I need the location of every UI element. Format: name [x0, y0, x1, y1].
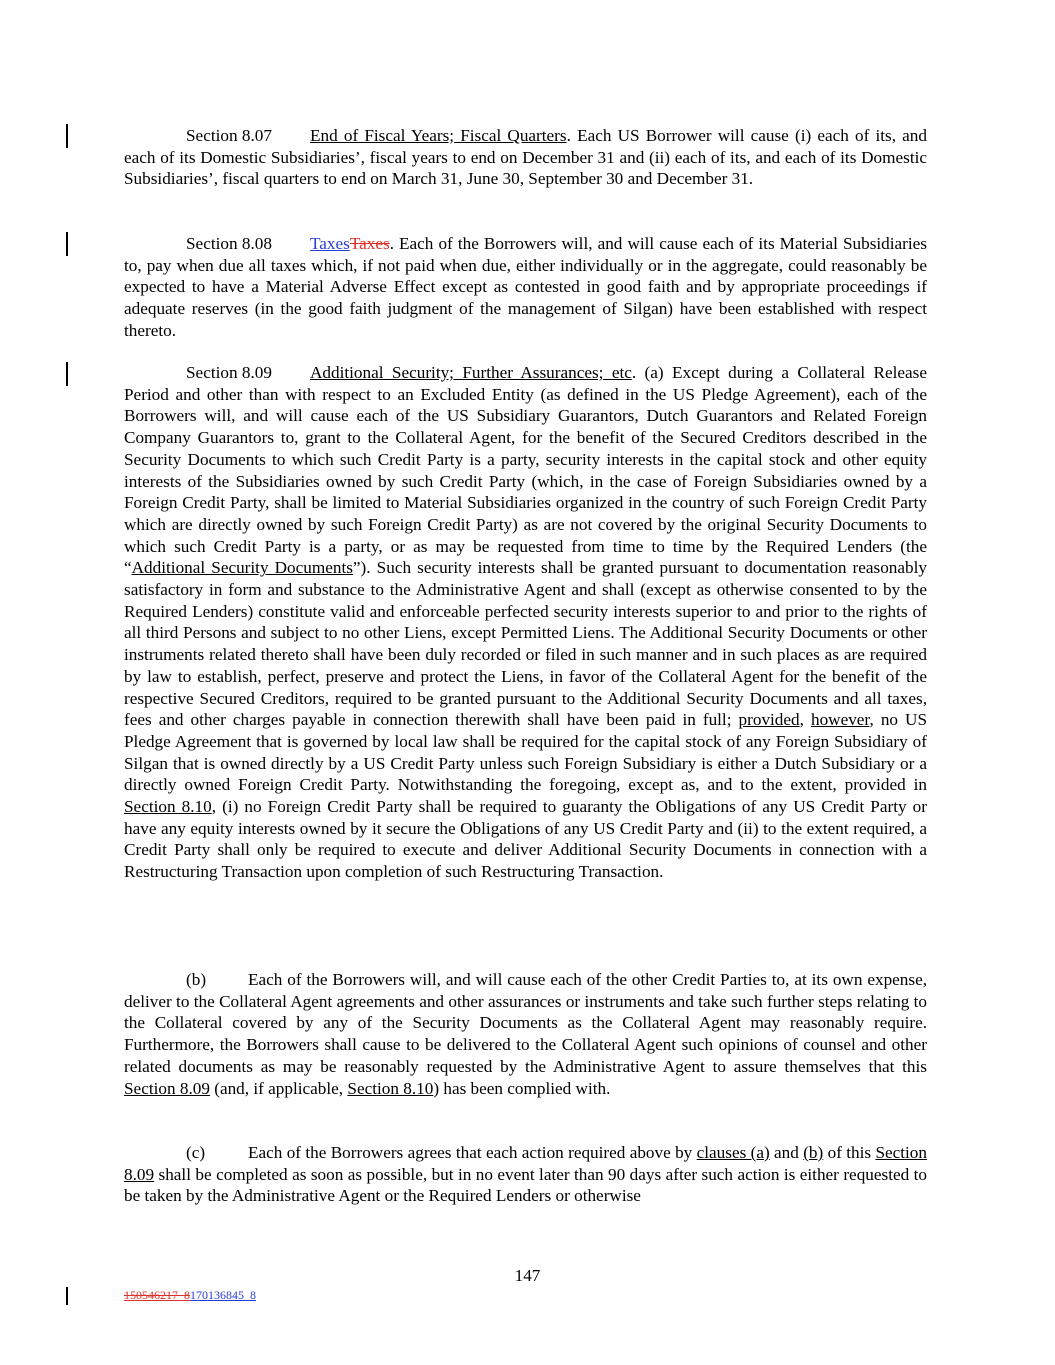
section-8-09-paragraph-c: [124, 1142, 927, 1207]
text-run: of this: [823, 1143, 876, 1162]
section-title: End of Fiscal Years; Fiscal Quarters: [310, 126, 567, 145]
section-8-09-paragraph-a: [124, 362, 927, 883]
text-run: , (i) no Foreign Credit Party shall be required to guaranty the Obligations of any US Credit Party or have any equity interests owned by it secure the Obligations of any US Credit Party and (ii) to the extent required, a Credit Party shall only be required to execute and deliver Additional Security Documents in connection with a Restructuring Transaction upon completion of such Restructuring Transaction.: [124, 797, 927, 882]
deleted-doc-id: 150546217_8: [124, 1288, 190, 1302]
change-bar-footer: [66, 1287, 68, 1305]
provided-term: provided: [738, 710, 800, 730]
defined-term-link: Additional Security Documents: [131, 558, 353, 578]
deleted-title: Taxes: [349, 234, 390, 253]
text-run: Each of the Borrowers agrees that each action required above by: [248, 1143, 697, 1162]
section-number: Section 8.09: [186, 363, 272, 382]
clause-reference: clauses (a): [696, 1143, 770, 1162]
document-id: [124, 1288, 256, 1303]
text-run: ) has been complied with.: [433, 1078, 611, 1098]
section-number: Section 8.08: [186, 234, 272, 253]
section-reference: Section 8.10: [124, 797, 212, 817]
text-run: shall be completed as soon as possible, but in no event later than 90 days after such action is either requested to be taken by the Administrative Agent or the Required Lenders or otherwise: [124, 1164, 927, 1206]
section-body: . Each US Borrower will cause (i) each of its, and each of its Domestic Subsidiaries’, fiscal years to end on December 31 and (ii) each of its, and each of its Domestic Subsidiaries’, fiscal quarters to end on March 31, June 30, September 30 and December 31.: [124, 126, 927, 189]
section-8-07-paragraph: [124, 125, 927, 190]
change-bar-808: [66, 232, 68, 256]
clause-label: (c): [186, 1143, 206, 1162]
section-body: . Each of the Borrowers will, and will cause each of its Material Subsidiaries to, pay when due all taxes which, if not paid when due, either individually or in the aggregate, could reasonably be expected to have a Material Adverse Effect except as contested in good faith and by appropriate proceedings if adequate reserves (in the good faith judgment of the management of Silgan) have been established with respect thereto.: [124, 234, 927, 340]
change-bar-809: [66, 362, 68, 386]
clause-reference: (b): [803, 1143, 824, 1162]
text-run: and: [769, 1143, 804, 1162]
text-run: . (a) Except during a Collateral Release Period and other than with respect to an Excluded Entity (as defined in the US Pledge Agreement), each of the Borrowers will, and will cause each of the US Subsidiary Guarantors, Dutch Guarantors and Related Foreign Company Guarantors to, grant to the Collateral Agent, for the benefit of the Secured Creditors described in the Security Documents to which such Credit Party is a party, security interests in the capital stock and other equity interests of the Subsidiaries owned by such Credit Party (which, in the case of Foreign Subsidiaries owned by a Foreign Credit Party, shall be limited to Material Subsidiaries organized in the country of such Foreign Credit Party which are directly owned by such Foreign Credit Party) as are not covered by the original Security Documents to which such Credit Party is a party, or as may be requested from time to time by the Required Lenders (the “: [124, 363, 927, 578]
section-title: Additional Security; Further Assurances; etc: [310, 363, 632, 382]
page-number: 147: [514, 1266, 541, 1285]
text-run: ,: [799, 710, 811, 730]
text-run: , no US Pledge Agreement that is governed by local law shall be required for the capital stock of any Foreign Subsidiary of Silgan that is owned directly by a US Credit Party unless such Foreign Subsidiary is either a Dutch Subsidiary or a directly owned Foreign Credit Party. Notwithstanding the foregoing, except as, and to the extent, provided in: [124, 710, 928, 795]
section-reference: Section 8.10: [347, 1078, 434, 1098]
section-8-09-paragraph-b: [124, 969, 927, 1099]
however-term: however: [810, 710, 870, 730]
section-number: Section 8.07: [186, 126, 272, 145]
text-run: Each of the Borrowers will, and will cause each of the other Credit Parties to, at its own expense, deliver to the Collateral Agent agreements and other assurances or instruments and take such further steps relating to the Collateral covered by any of the Security Documents as the Collateral Agent may reasonably require. Furthermore, the Borrowers shall cause to be delivered to the Collateral Agent such opinions of counsel and other related documents as may be reasonably requested by the Administrative Agent to assure themselves that this: [124, 970, 927, 1076]
inserted-doc-id: 170136845_8: [190, 1288, 256, 1302]
section-8-08-paragraph: [124, 233, 927, 342]
section-reference: Section 8.09: [124, 1143, 927, 1184]
change-bar-807: [66, 124, 68, 148]
inserted-title: Taxes: [310, 234, 350, 253]
section-reference: Section 8.09: [124, 1078, 210, 1098]
text-run: ”). Such security interests shall be granted pursuant to documentation reasonably satisfactory in form and substance to the Administrative Agent and shall (except as otherwise consented to by the Required Lenders) constitute valid and enforceable perfected security interests superior to and prior to the rights of all third Persons and subject to no other Liens, except Permitted Liens. The Additional Security Documents or other instruments related thereto shall have been duly recorded or filed in such manner and in such places as are required by law to establish, perfect, preserve and protect the Liens, in favor of the Collateral Agent for the benefit of the respective Secured Creditors, required to be granted pursuant to the Additional Security Documents and all taxes, fees and other charges payable in connection therewith shall have been paid in full;: [124, 558, 927, 730]
clause-label: (b): [186, 970, 207, 989]
text-run: (and, if applicable,: [209, 1078, 348, 1098]
